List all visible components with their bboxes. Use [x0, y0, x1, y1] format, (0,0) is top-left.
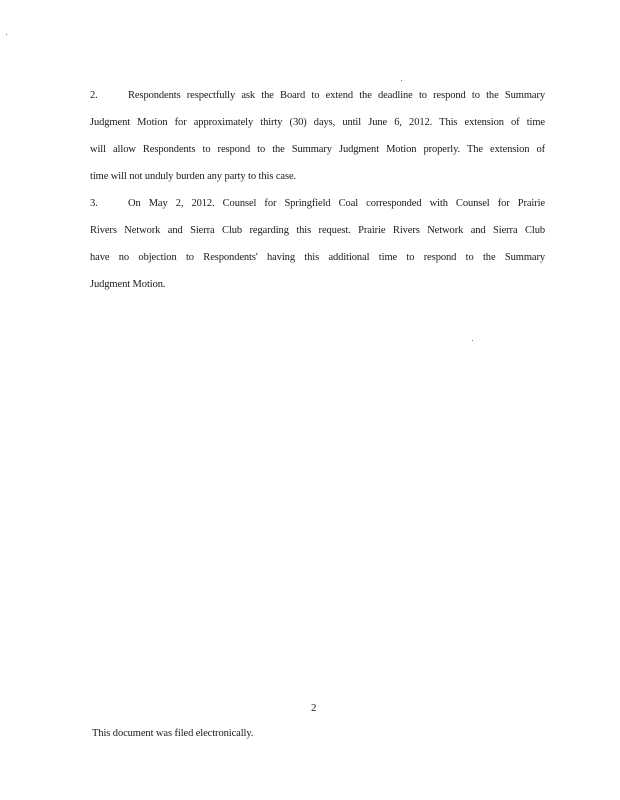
page-number: 2 — [311, 702, 317, 714]
paragraph-3-line-3: have no objection to Respondents' having this additional time to respond to the Summary — [90, 252, 545, 263]
paragraph-2-line-1 — [90, 82, 545, 109]
paragraph-2-line-1-text: Respondents respectfully ask the Board to extend the deadline to respond to the Summary — [128, 90, 545, 101]
paragraph-3 — [90, 190, 545, 298]
paragraph-2 — [90, 82, 545, 190]
paragraph-2-line-4: time will not unduly burden any party to this case. — [90, 171, 297, 182]
scan-speck — [6, 34, 7, 35]
paragraph-2-number: 2. — [90, 90, 98, 101]
scan-speck — [472, 340, 473, 341]
paragraph-3-line-1 — [90, 190, 545, 217]
paragraph-2-line-3: will allow Respondents to respond to the Summary Judgment Motion properly. The extension of — [90, 144, 545, 155]
footer-note: This document was filed electronically. — [92, 728, 254, 739]
paragraph-3-line-4: Judgment Motion. — [90, 279, 166, 290]
paragraph-3-number: 3. — [90, 198, 98, 209]
scan-speck — [401, 80, 402, 81]
paragraph-3-line-1-text: On May 2, 2012. Counsel for Springfield Coal corresponded with Counsel for Prairie — [128, 198, 545, 209]
paragraph-3-line-2: Rivers Network and Sierra Club regarding this request. Prairie Rivers Network and Sierra Club — [90, 225, 545, 236]
paragraph-2-line-2: Judgment Motion for approximately thirty (30) days, until June 6, 2012. This extension of time — [90, 117, 545, 128]
